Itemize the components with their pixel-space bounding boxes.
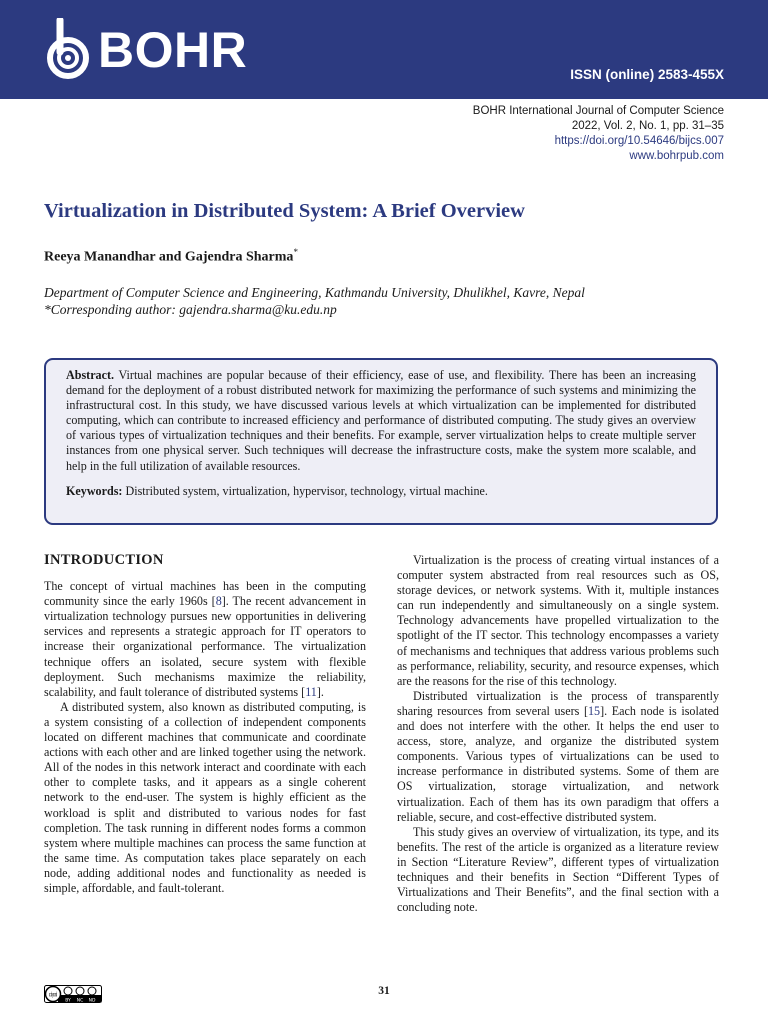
bohr-logo[interactable]	[44, 18, 247, 82]
page-number: 31	[378, 985, 390, 997]
author-names: Reeya Manandhar and Gajendra Sharma	[44, 249, 294, 265]
issn: ISSN (online) 2583-455X	[570, 67, 724, 82]
affiliation: Department of Computer Science and Engineering, Kathmandu University, Dhulikhel, Kavre, Nepal	[44, 285, 585, 300]
article-title: Virtualization in Distributed System: A Brief Overview	[44, 200, 525, 222]
intro-paragraph-3: Virtualization is the process of creating virtual instances of a computer system abstracted from real resources such as OS, storage devices, or network systems. With it, multiple instances can run independently and simultaneously on a single system. Technology advancements have propelled virtualization to the spotlight of the IT sector. This technology encompasses a variety of mechanisms and techniques that address various problems such as performance, reliability, security, and resource expenses, which are the reasons for the rise of this technology.	[397, 553, 719, 688]
intro-p4-text-b: ]. Each node is isolated and does not interfere with the other. It helps the end user to access, store, analyze, and organize the distributed system components. Various types of virtualizations can be used to increase performance in distributed systems. Some of them are OS virtualization, storage virtualization, and network virtualization. Each of them has its own paradigm that offers a reliable, secure, and cost-effective distributed system.	[397, 703, 719, 824]
cc-nd-label: ND	[88, 998, 96, 1003]
intro-p1-text-c: ].	[316, 684, 324, 699]
website-link[interactable]: www.bohrpub.com	[629, 150, 724, 162]
intro-p4-text-a: Distributed virtualization is the process of transparently sharing resources from several users [	[397, 688, 719, 718]
intro-paragraph-4	[397, 689, 719, 825]
abstract-label: Abstract.	[66, 368, 115, 382]
corresponding-author: *Corresponding author: gajendra.sharma@ku.edu.np	[44, 302, 337, 317]
keywords-text: Distributed system, virtualization, hypervisor, technology, virtual machine.	[125, 483, 488, 498]
corresponding-mark: *	[293, 247, 298, 257]
journal-volume: 2022, Vol. 2, No. 1, pp. 31–35	[571, 120, 724, 132]
bohr-logo-icon	[44, 18, 92, 82]
logo-text: BOHR	[98, 22, 248, 78]
cc-license-glyph: cc by nc nd	[49, 990, 58, 999]
affiliation-block	[44, 284, 585, 318]
intro-paragraph-2: A distributed system, also known as distributed computing, is a system consisting of a collection of independent components located on different machines that communicate and coordinate actions with each other and are linked together using the network. All of the nodes in this network interact and coordinate with each other to complete tasks, and it appears as a single coherent network to the end-user. The system is highly efficient as the workload is split and distributed to various nodes for fast completion. The task running in different nodes forms a common system where multiple machines can process the same function at the same time. As computation takes place separately on each node, adding additional nodes and functionality as needed is simple, affordable, and fault-tolerant.	[44, 699, 366, 895]
citation-8[interactable]: 8	[215, 594, 222, 609]
journal-banner	[0, 0, 768, 99]
intro-p1-text-a: The concept of virtual machines has been in the computing community since the early 1960s [	[44, 579, 366, 609]
citation-15[interactable]: 15	[588, 703, 601, 718]
abstract-box	[44, 358, 718, 525]
abstract-paragraph	[66, 368, 696, 474]
doi-link[interactable]: https://doi.org/10.54646/bijcs.007	[554, 135, 724, 147]
citation-11[interactable]: 11	[305, 684, 317, 699]
abstract-text: Virtual machines are popular because of their efficiency, ease of use, and flexibility. There has been an increasing demand for the deployment of a robust distributed network for maximizing the performance of such systems and minimizing the infrastructural cost. In this study, we have discussed various levels at which virtualization can be implemented for distributed computing, which can contribute to increased efficiency and performance of distributed computing. The study gives an overview of various types of virtualization techniques and their benefits. For example, server virtualization helps to create multiple server instances from one physical server. Such techniques will decrease the infrastructure costs, make the system more scalable, and help in the full utilization of available resources.	[66, 368, 697, 473]
intro-p1-text-b: ]. The recent advancement in virtualization technology pursues new opportunities in delivering services and represents a strategic approach for IT operators to increase their organizational performance. The virtualization technique offers an isolated, secure system with flexible deployment. Such mechanisms maximize the reliability, scalability, and fault tolerance of distributed systems [	[44, 594, 367, 699]
journal-name: BOHR International Journal of Computer Science	[472, 105, 724, 117]
keywords-label: Keywords:	[66, 483, 123, 498]
cc-by-label: BY	[65, 998, 71, 1003]
left-column	[44, 553, 366, 896]
intro-paragraph-1	[44, 579, 366, 700]
intro-paragraph-5: This study gives an overview of virtualization, its type, and its benefits. The rest of the article is organized as a literature review in Section “Literature Review”, different types of virtualization techniques and their benefits in Section “Different Types of Virtualizations and Their Benefits”, and the final section with a concluding note.	[397, 824, 719, 915]
authors	[44, 247, 298, 266]
keywords-paragraph	[66, 484, 696, 499]
cc-nc-label: NC	[76, 998, 84, 1003]
introduction-heading: INTRODUCTION	[44, 552, 164, 568]
right-column	[397, 553, 719, 915]
journal-meta	[473, 104, 724, 164]
